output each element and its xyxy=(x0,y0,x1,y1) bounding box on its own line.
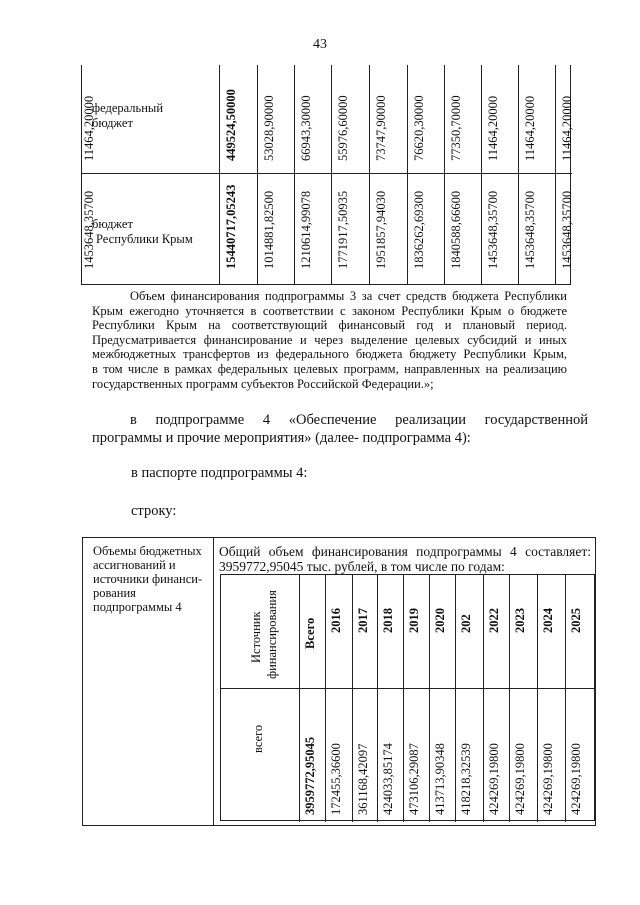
left-label-line: Объемы бюджетных xyxy=(93,544,202,558)
row-year-value: 76620,30000 xyxy=(412,95,426,161)
paragraph-line: Предусматривается финансирование и через выделение целевых субсидий и иных xyxy=(92,332,567,347)
header-year: 2017 xyxy=(356,608,370,633)
header-source: Источник xyxy=(249,611,263,663)
table-vline xyxy=(407,65,408,285)
row-year-value: 77350,70000 xyxy=(449,95,463,161)
table-vline xyxy=(483,575,484,822)
row-year-value: 1840588,66600 xyxy=(449,190,463,269)
row-total-value: 15440717,05243 xyxy=(224,184,238,269)
table-vline xyxy=(403,575,404,822)
paragraph-line: в том числе в рамках федеральных целевых программ, направленных на реализацию xyxy=(92,361,567,376)
row-year-value: 424033,85174 xyxy=(381,743,395,815)
table-vline xyxy=(555,65,556,285)
row-year-value: 473106,29087 xyxy=(407,743,421,815)
row-year-value: 1453648,35700 xyxy=(523,190,537,269)
row-year-value: 11464,20000 xyxy=(486,95,500,161)
row-total-value: 449524,50000 xyxy=(224,89,238,161)
table-vline xyxy=(352,575,353,822)
table-hline xyxy=(221,688,596,689)
row-year-value: 361168,42097 xyxy=(356,743,370,815)
row-label xyxy=(92,101,217,131)
row-year-value: 1210614,99078 xyxy=(299,190,313,269)
table-vline xyxy=(219,65,220,285)
paragraph-line: государственных программ субъектов Российской Федерации.»; xyxy=(92,376,434,391)
row-year-value: 1771917,50935 xyxy=(336,190,350,269)
left-label-line: источники финанси- xyxy=(93,572,203,586)
table-vline xyxy=(509,575,510,822)
row-year-value: 11464,20000 xyxy=(560,95,574,161)
paragraph-line: в подпрограмме 4 «Обеспечение реализации государственной xyxy=(130,412,588,428)
row-year-value: 424269,19800 xyxy=(569,743,583,815)
row-label-line: бюджет xyxy=(92,116,133,130)
subprogram-4-passport-table xyxy=(82,537,596,826)
financing-table-continued xyxy=(81,65,574,285)
table-vline xyxy=(429,575,430,822)
row-year-value: 11464,20000 xyxy=(523,95,537,161)
paragraph-line: Объем финансирования подпрограммы 3 за счет средств бюджета Республики xyxy=(130,289,567,303)
stroku-line: строку: xyxy=(131,503,177,519)
paragraph-line: Республики Крым на соответствующий финансовый год и плановый период. xyxy=(92,318,567,333)
table-vline xyxy=(331,65,332,285)
row-year-value: 413713,90348 xyxy=(433,743,447,815)
header-year: 2016 xyxy=(329,608,343,633)
table-vline xyxy=(377,575,378,822)
paragraph-subprogram-4-intro xyxy=(92,411,588,447)
header-year: 2022 xyxy=(487,608,501,633)
row-year-value: 1951857,94030 xyxy=(374,190,388,269)
header-year: 2019 xyxy=(407,608,421,633)
row-year-value: 1014881,82500 xyxy=(262,190,276,269)
paragraph-subprogram-3-note xyxy=(92,289,567,391)
row-year-value: 55976,60000 xyxy=(336,95,350,161)
header-year: 2023 xyxy=(513,608,527,633)
table-vline xyxy=(369,65,370,285)
passport-line: в паспорте подпрограммы 4: xyxy=(131,465,308,481)
left-label-line: рования xyxy=(93,586,136,600)
table-vline xyxy=(257,65,258,285)
row-year-value: 424269,19800 xyxy=(487,743,501,815)
header-year: 202 xyxy=(459,614,473,633)
header-year: 2018 xyxy=(381,608,395,633)
intro-line: 3959772,95045 тыс. рублей, в том числе по годам: xyxy=(219,559,505,574)
table-vline xyxy=(294,65,295,285)
header-year: 2024 xyxy=(541,608,555,633)
row-label-vsego: всего xyxy=(251,724,265,753)
row-year-value: 1453648,35700 xyxy=(82,190,96,269)
table-vline xyxy=(518,65,519,285)
table-vline xyxy=(481,65,482,285)
row-year-value: 424269,19800 xyxy=(513,743,527,815)
year-breakdown-table xyxy=(220,574,595,821)
row-year-value: 53028,90000 xyxy=(262,95,276,161)
intro-line: Общий объем финансирования подпрограммы 4 составляет: xyxy=(219,544,591,559)
page-number: 43 xyxy=(313,37,327,52)
row-label xyxy=(92,217,217,247)
row-year-value: 1836262,69300 xyxy=(412,190,426,269)
table-vline xyxy=(444,65,445,285)
table-vline xyxy=(325,575,326,822)
table-vline xyxy=(455,575,456,822)
financing-intro xyxy=(219,544,591,574)
row-label-line: федеральный xyxy=(92,101,164,115)
row-year-value: 424269,19800 xyxy=(541,743,555,815)
header-year: 2020 xyxy=(433,608,447,633)
row-year-value: 1453648,35700 xyxy=(560,190,574,269)
header-source: финансирования xyxy=(265,590,279,679)
paragraph-line: Крым ежегодно уточняется в соответствии с законом Республики Крым о бюджете xyxy=(92,303,567,318)
left-label-line: ассигнований и xyxy=(93,558,176,572)
paragraph-line: программы и прочие мероприятия» (далее- подпрограмма 4): xyxy=(92,430,471,446)
row-year-value: 1453648,35700 xyxy=(486,190,500,269)
header-total: Всего xyxy=(303,617,317,649)
left-label-line: подпрограммы 4 xyxy=(93,600,182,614)
table-hline xyxy=(82,173,572,174)
row-label-line: бюджет xyxy=(92,217,133,231)
table-vline xyxy=(213,538,214,825)
row-year-value: 418218,32539 xyxy=(459,743,473,815)
row-year-value: 73747,90000 xyxy=(374,95,388,161)
row-year-value: 66943,30000 xyxy=(299,95,313,161)
row-total-value: 3959772,95045 xyxy=(303,736,317,815)
row-year-value: 11464,20000 xyxy=(82,95,96,161)
header-year: 2025 xyxy=(569,608,583,633)
table-vline xyxy=(537,575,538,822)
row-label-line: Республики Крым xyxy=(96,232,193,246)
table-vline xyxy=(565,575,566,822)
table-vline xyxy=(299,575,300,822)
left-label xyxy=(93,544,211,614)
row-year-value: 172455,36600 xyxy=(329,743,343,815)
paragraph-line: межбюджетных трансфертов из федерального бюджета бюджету Республики Крым, xyxy=(92,347,567,362)
